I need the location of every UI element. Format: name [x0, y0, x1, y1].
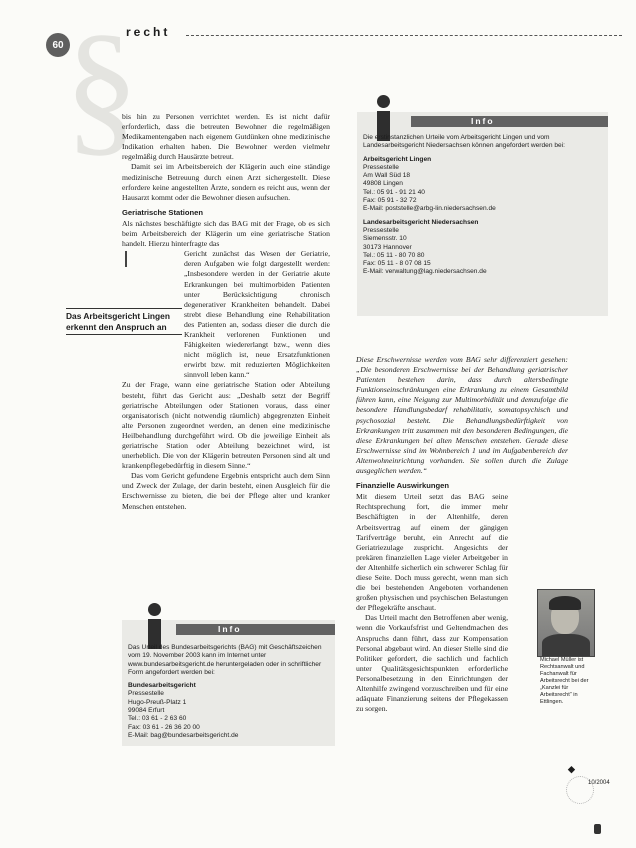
- pull-quote: Das Arbeitsgericht Lingen erkennt den Anspruch an: [66, 308, 182, 335]
- paragraph: Zu der Frage, wann eine geriatrische Station oder Abteilung besteht, führt das Gericht aus: „Deshalb setzt der Begriff geriatrische Abteilungen oder Stationen voraus, dass einer organisatorisch (nicht notwendig räumlich) abgegrenzten Einheit alte Personen zugeordnet werden, an denen eine medizinische Heilbehandlung durchgeführt wird. Ob die jeweilige Einheit als geriatrische Station oder Abteilung bezeichnet wird, ist unerheblich. Die von der Klägerin betreuten Personen sind alt und krankenpflegebedürftig in diesem Sinne.“: [122, 380, 330, 471]
- court-line: 30173 Hannover: [363, 243, 412, 251]
- paragraph: Diese Erschwernisse werden vom BAG sehr differenziert gesehen: „Die besonderen Erschwernisse bei der Behandlung geriatrischer Patienten bestehen darin, dass durch altersbedingte Funktionseinschränkungen eine Erkrankung zu einem Gesamtbild führen kann, eine Neigung zur Multimorbidität und demzufolge die besondere Handlungsbedarf rehabilitativ, somatopsychisch und psychosozial besteht. Die Behandlungsbedürftigkeit von Erkrankungen tritt zusammen mit den besonderen Bedingungen, die diese Erkrankungen bei alten Menschen entstehen. Gerade diese Erschwernisse sind im Wohnbereich 1 und im Aufgabenbereich der Altenwohneinrichtung vorhanden. Sie sollen durch die Zulage ausgeglichen werden.“: [356, 355, 568, 476]
- info-box-title: Info: [411, 116, 608, 127]
- court-line: 99084 Erfurt: [128, 707, 165, 715]
- section-mark-watermark: §: [64, 4, 139, 170]
- paragraph: Das vom Gericht gefundene Ergebnis entspricht auch dem Sinn und Zweck der Zulage, der darin besteht, einen Ausgleich für die Erschwernisse zu bieten, die bei der Pflege alter und kranker Menschen entstehen.: [122, 471, 330, 511]
- paragraph: Mit diesem Urteil setzt das BAG seine Rechtsprechung fort, die immer mehr Beschäftigten in der Altenhilfe, deren Arbeitsvertrag auf einem der gängigen Tarifverträge beruht, ein Anrecht auf die Geriatriezulage zuspricht. Angesichts der prekären finanziellen Lage vieler Arbeitgeber in der Altenhilfe sicherlich ein schwerer Schlag für diese Seite. Doch muss gerecht, wenn man sich die bei bestehenden Angeboten vorhandenen großen physischen und psychischen Belastungen der Pflegekräfte anschaut.: [356, 492, 508, 613]
- court-email[interactable]: E-Mail: poststelle@arbg-lin.niedersachsen.de: [363, 205, 496, 213]
- court-line: Pressestelle: [363, 163, 399, 171]
- court-line: Fax: 05 91 - 32 72: [363, 197, 417, 205]
- wrapped-text: [184, 249, 330, 380]
- court-email[interactable]: E-Mail: bag@bundesarbeitsgericht.de: [128, 731, 239, 739]
- issue-number: 10/2004: [588, 780, 610, 786]
- court-line: Fax: 05 11 - 8 07 08 15: [363, 260, 431, 268]
- paragraph: Damit sei im Arbeitsbereich der Klägerin auch eine ständige medizinische Betreuung durch einen Arzt sichergestellt. Diese erfordere keine angestellten Ärzte, sondern es reicht aus, wenn der Hausarzt kommt oder die Bewohner diesen aufsuchen.: [122, 162, 330, 202]
- court-line: Am Wall Süd 18: [363, 172, 411, 180]
- court-line: Fax: 03 61 - 26 36 20 00: [128, 723, 200, 731]
- info-box-bottom: [122, 620, 335, 746]
- paragraph: bis hin zu Personen verrichtet werden. Es ist nicht dafür erforderlich, dass die betreuten Bewohner die regelmäßigen Medikamentengaben nach eigenem Gutdünken ohne medizinische Indikation erhalten haben. Die Bewohner werden vielmehr regelmäßig durch Hausärzte betreut.: [122, 112, 330, 162]
- section-title: recht: [126, 25, 171, 39]
- paragraph: Gericht zunächst das Wesen der Geriatrie, deren Aufgaben wie folgt dargestellt werden: „Insbesondere werden in der Geriatrie akute Erkrankungen bei multimorbiden Patienten unter Berücksichtigung chronisch degenerativer Krankheiten behandelt. Dabei strebt diese Behandlung eine Rehabilitation des Patienten an, sodass dieser die durch die Krankheit verlorenen Funktionen und Fähigkeiten wiedererlangt bzw., wenn dies nicht möglich ist, neue Ersatzfunktionen erwirbt bzw. mit reduzierten Möglichkeiten sinnvoll leben kann.“: [184, 249, 330, 380]
- info-box-top: [357, 112, 608, 316]
- court-line: Tel.: 05 11 - 80 70 80: [363, 251, 425, 259]
- info-icon: [144, 603, 166, 649]
- info-box-title: Info: [176, 624, 335, 635]
- info-box-body: [128, 644, 328, 740]
- subheading: Geriatrische Stationen: [122, 207, 204, 217]
- author-caption: Michael Müller ist Rechtsanwalt und Fachanwalt für Arbeitsrecht bei der „Kanzlei für Arbeitsrecht“ in Ettlingen.: [540, 657, 589, 705]
- court-line: Tel.: 05 91 - 91 21 40: [363, 188, 425, 196]
- paragraph: Das Urteil macht den Betroffenen aber wenig, wenn die Vorkaufsfrist und Geltendmachen des Anspruchs dann führt, dass zur Kompensation Personal abgebaut wird. An dieser Stelle sind die Politiker gefordert, die sachlich und fachlich unter Qualitätsgesichtspunkten erforderliche Personalbesetzung in den Einrichtungen der Altenhilfe zwingend vorzuschreiben und für eine adäquate Finanzierung seitens der Pflegekassen zu sorgen.: [356, 613, 508, 714]
- info-intro: Das Urteil des Bundesarbeitsgerichts (BAG) mit Geschäftszeichen vom 19. November 2003 kann im Internet unter www.bundesarbeitsgericht.de heruntergeladen oder in schriftlicher Form angefordert werden bei:: [128, 644, 322, 676]
- scan-mark: [594, 824, 601, 834]
- info-intro: Die erstinstanzlichen Urteile vom Arbeitsgericht Lingen und vom Landesarbeitsgericht Niedersachsen können angefordert werden bei:: [363, 134, 565, 150]
- info-box-body: [363, 134, 599, 277]
- subheading: Finanzielle Auswirkungen: [356, 481, 449, 491]
- court-line: Pressestelle: [128, 690, 164, 698]
- court-name: Bundesarbeitsgericht: [128, 682, 196, 690]
- page-number: 60: [46, 33, 70, 57]
- court-email[interactable]: E-Mail: verwaltung@lag.niedersachsen.de: [363, 268, 487, 276]
- header-rule: [186, 35, 622, 36]
- paragraph: Als nächstes beschäftigte sich das BAG mit der Frage, ob es sich beim Arbeitsbereich der Klägerin um eine geriatrische Station handelt. Hierzu hinterfragte das: [122, 218, 330, 249]
- end-mark: ◆: [568, 764, 575, 774]
- court-line: Tel.: 03 61 - 2 63 60: [128, 715, 187, 723]
- court-name: Arbeitsgericht Lingen: [363, 155, 432, 163]
- author-photo: [537, 589, 595, 657]
- court-line: Siemensstr. 10: [363, 235, 407, 243]
- article-column-right: [356, 355, 568, 714]
- subheading-bar: [125, 251, 127, 267]
- court-line: Hugo-Preuß-Platz 1: [128, 698, 187, 706]
- court-name: Landesarbeitsgericht Niedersachsen: [363, 218, 479, 226]
- court-line: Pressestelle: [363, 226, 399, 234]
- court-line: 49808 Lingen: [363, 180, 403, 188]
